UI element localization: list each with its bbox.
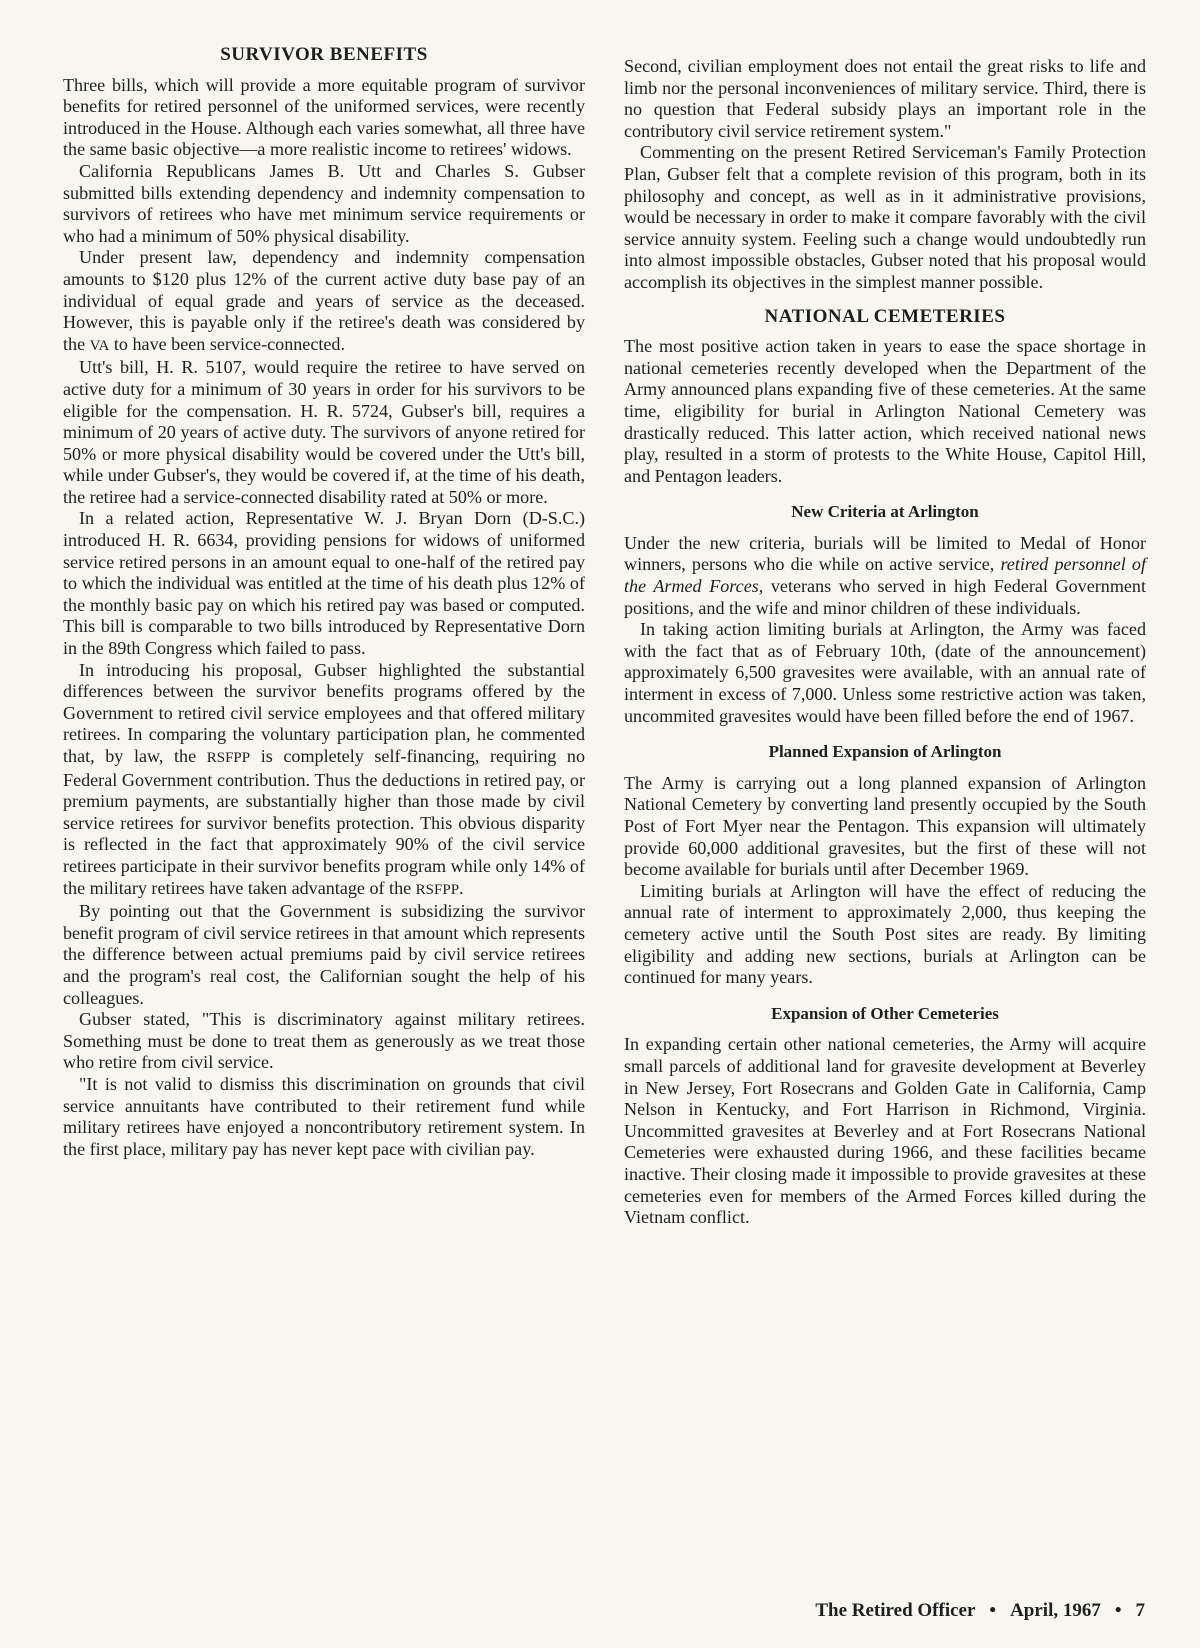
publication-title: The Retired Officer — [815, 1600, 976, 1621]
section-heading-survivor-benefits: SURVIVOR BENEFITS — [220, 44, 428, 65]
abbreviation: RSFPP — [415, 881, 460, 898]
paragraph: Second, civilian employment does not entail the great risks to life and limb nor the personal inconveniences of military service. Third, there is no question that Federal subsidy plays an important role in the contributory civil service retirement system." — [624, 56, 1146, 141]
paragraph: Commenting on the present Retired Serviceman's Family Protection Plan, Gubser felt that a complete revision of this program, both in its philosophy and concept, as well as in it administrative provisions, would be necessary in order to make it compare favorably with the civil service annuity system. Feeling such a change would undoubtedly run into almost impossible obstacles, Gubser noted that his proposal would accomplish its objectives in the simplest manner possible. — [624, 142, 1146, 292]
paragraph: Three bills, which will provide a more equitable program of survivor benefits for retired personnel of the uniformed services, were recently introduced in the House. Although each varies somewhat, all three have the same basic objective—a more realistic income to retirees' widows. — [63, 74, 585, 160]
page-number: 7 — [1135, 1600, 1145, 1621]
page-footer — [712, 1600, 1145, 1622]
abbreviation: VA — [89, 337, 110, 354]
subheading-planned-expansion: Planned Expansion of Arlington — [768, 742, 1002, 762]
paragraph: "It is not valid to dismiss this discrimination on grounds that civil service annuitants have contributed to their retirement fund while military retirees have enjoyed a noncontributory retirement system. In the first place, military pay has never kept pace with civilian pay. — [63, 1073, 585, 1159]
paragraph: The most positive action taken in years to ease the space shortage in national cemeteries recently developed when the Department of the Army announced plans expanding five of these cemeteries. At the same time, eligibility for burial in Arlington National Cemetery was drastically reduced. This latter action, which received national news play, resulted in a storm of protests to the White House, Capitol Hill, and Pentagon leaders. — [624, 336, 1146, 486]
subheading-other-cemeteries: Expansion of Other Cemeteries — [771, 1003, 999, 1023]
paragraph: By pointing out that the Government is subsidizing the survivor benefit program of civil service retirees in that amount which represents the difference between actual premiums paid by civil service retirees and the program's real cost, the Californian sought the help of his colleagues. — [63, 901, 585, 1008]
paragraph: Under the new criteria, burials will be limited to Medal of Honor winners, persons who die while on active service, retired personnel of the Armed Forces, veterans who served in high Federal Government positions, and the wife and minor children of these individuals. — [624, 532, 1146, 618]
paragraph: In expanding certain other national cemeteries, the Army will acquire small parcels of additional land for gravesite development at Beverley in New Jersey, Fort Rosecrans and Golden Gate in California, Camp Nelson in Kentucky, and Fort Harrison in Richmond, Virginia. Uncommitted gravesites at Beverley and at Fort Rosecrans National Cemeteries were exhausted during 1966, and these facilities became inactive. Their closing made it impossible to provide gravesites at these cemeteries even for members of the Armed Forces killed during the Vietnam conflict. — [624, 1034, 1146, 1228]
paragraph: Utt's bill, H. R. 5107, would require the retiree to have served on active duty for a minimum of 30 years in order for his survivors to be eligible for the compensation. H. R. 5724, Gubser's bill, requires a minimum of 20 years of active duty. The survivors of anyone retired for 50% or more physical disability would be covered under the Utt's bill, while under Gubser's, they would be covered if, at the time of his death, the retiree had a service-connected disability rated at 50% or more. — [63, 357, 585, 507]
paragraph: In introducing his proposal, Gubser highlighted the substantial differences between the survivor benefits programs offered by the Government to retired civil service employees and that offered military retirees. In comparing the voluntary participation plan, he commented that, by law, the RSFPP is completely self-financing, requiring no Federal Government contribution. Thus the deductions in retired pay, or premium payments, are substantially higher than those made by civil service retirees for survivor benefits protection. This obvious disparity is reflected in the fact that approximately 90% of the civil service retirees participate in their survivor benefits program while only 14% of the military retirees have taken advantage of the RSFPP. — [63, 659, 585, 898]
issue-date: April, 1967 — [1010, 1600, 1101, 1621]
subheading-new-criteria: New Criteria at Arlington — [791, 502, 979, 522]
emphasis: retired personnel of the Armed Forces — [624, 554, 1146, 597]
section-heading-national-cemeteries: NATIONAL CEMETERIES — [764, 305, 1006, 327]
bullet-separator: • — [989, 1600, 997, 1621]
bullet-separator: • — [1114, 1600, 1122, 1621]
paragraph: In a related action, Representative W. J. Bryan Dorn (D-S.C.) introduced H. R. 6634, providing pensions for widows of uniformed service retired persons in an amount equal to one-half of the retired pay to which the individual was entitled at the time of his death plus 12% of the monthly basic pay on which his retired pay was based or computed. This bill is comparable to two bills introduced by Representative Dorn in the 89th Congress which failed to pass. — [63, 508, 585, 659]
paragraph: Under present law, dependency and indemnity compensation amounts to $120 plus 12% of the current active duty base pay of an individual of equal grade and years of service as the deceased. However, this is payable only if the retiree's death was considered by the VA to have been service-connected. — [63, 247, 585, 354]
paragraph: Gubser stated, "This is discriminatory against military retirees. Something must be done to treat them as generously as we treat those who retire from civil service. — [63, 1009, 585, 1073]
paragraph: In taking action limiting burials at Arlington, the Army was faced with the fact that as of February 10th, (date of the announcement) approximately 6,500 gravesites were available, with an annual rate of interment in excess of 7,000. Unless some restrictive action was taken, uncommited gravesites would have been filled before the end of 1967. — [624, 619, 1146, 726]
abbreviation: RSFPP — [206, 750, 251, 766]
left-column — [63, 44, 585, 1160]
paragraph: Limiting burials at Arlington will have the effect of reducing the annual rate of interment to approximately 2,000, thus keeping the cemetery active until the South Post sites are ready. By limiting eligibility and adding new sections, burials at Arlington can be continued for many years. — [624, 880, 1146, 988]
right-column — [624, 56, 1146, 1229]
paragraph: The Army is carrying out a long planned expansion of Arlington National Cemetery by converting land presently occupied by the South Post of Fort Myer near the Pentagon. This expansion will ultimately provide 60,000 additional gravesites, but the first of these will not become available for burials until after December 1969. — [624, 772, 1146, 880]
paragraph: California Republicans James B. Utt and Charles S. Gubser submitted bills extending dependency and indemnity compensation to survivors of retirees who have met minimum service requirements or who had a minimum of 50% physical disability. — [63, 160, 585, 246]
